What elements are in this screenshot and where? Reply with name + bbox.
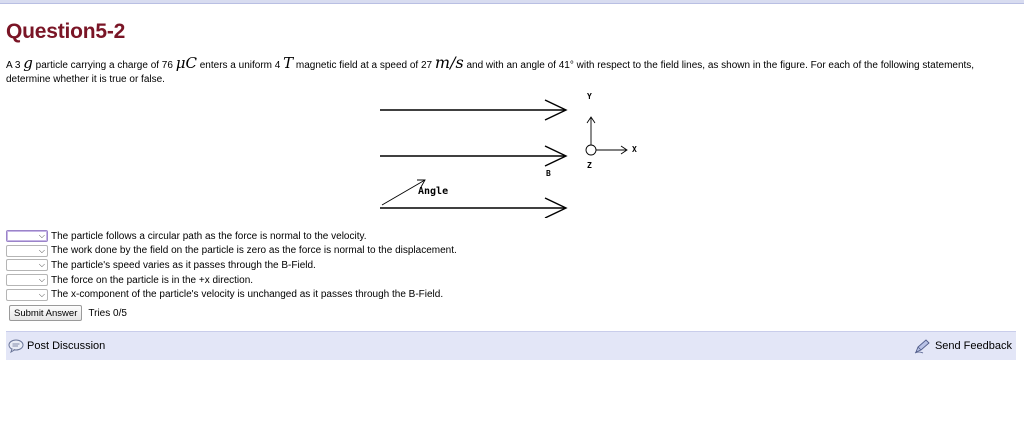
unit-field: T bbox=[283, 54, 294, 72]
axes-icon bbox=[586, 117, 627, 155]
true-false-select[interactable] bbox=[6, 259, 48, 271]
statement-text: The particle follows a circular path as the force is normal to the velocity. bbox=[51, 230, 367, 242]
field-diagram bbox=[370, 88, 670, 218]
statement-row bbox=[6, 287, 457, 302]
statement-text: The x-component of the particle's velocity is unchanged as it passes through the B-Field. bbox=[51, 289, 444, 301]
pen-icon bbox=[914, 338, 932, 354]
problem-figure bbox=[370, 88, 670, 218]
statement-text: The particle's speed varies as it passes through the B-Field. bbox=[51, 259, 316, 271]
statement-text: The force on the particle is in the +x direction. bbox=[51, 274, 254, 286]
post-discussion-link[interactable] bbox=[8, 339, 105, 353]
problem-text: A 3 g particle carrying a charge of 76 μC enters a uniform 4 T magnetic field at a speed of 27 m/s and with an angle of 41° with respect to the field lines, as shown in the figure. For each of the following statements, determine whether it is true or false. bbox=[6, 53, 975, 85]
submit-answer-button[interactable]: Submit Answer bbox=[9, 305, 82, 321]
chevron-down-icon: ⌵ bbox=[38, 245, 45, 255]
unit-charge: μC bbox=[175, 54, 197, 72]
unit-speed: m/s bbox=[434, 53, 464, 72]
label-b: B bbox=[546, 169, 551, 178]
post-discussion-label: Post Discussion bbox=[27, 340, 106, 352]
statement-row bbox=[6, 258, 457, 273]
true-false-select[interactable] bbox=[6, 245, 48, 257]
send-feedback-link[interactable] bbox=[914, 338, 1012, 354]
true-false-select[interactable] bbox=[6, 230, 48, 242]
send-feedback-label: Send Feedback bbox=[934, 340, 1012, 352]
statement-row bbox=[6, 229, 457, 244]
chevron-down-icon: ⌵ bbox=[38, 260, 45, 270]
chevron-down-icon: ⌵ bbox=[38, 289, 45, 299]
true-false-select[interactable] bbox=[6, 274, 48, 286]
label-angle: Angle bbox=[418, 186, 449, 197]
true-false-select[interactable] bbox=[6, 289, 48, 301]
axis-x-label: X bbox=[632, 145, 637, 154]
statement-row bbox=[6, 273, 457, 288]
tries-counter: Tries 0/5 bbox=[88, 307, 127, 319]
statement-list bbox=[6, 229, 457, 302]
statement-text: The work done by the field on the particle is zero as the force is normal to the displacement. bbox=[51, 245, 457, 257]
chevron-down-icon: ⌵ bbox=[38, 231, 45, 241]
top-rule bbox=[0, 0, 1024, 4]
page-title: Question5-2 bbox=[6, 20, 126, 43]
unit-mass: g bbox=[23, 54, 33, 72]
statement-row bbox=[6, 244, 457, 259]
chat-bubble-icon bbox=[8, 339, 24, 353]
discussion-bar bbox=[6, 331, 1016, 360]
chevron-down-icon: ⌵ bbox=[38, 275, 45, 285]
submit-row bbox=[9, 305, 127, 321]
axis-z-label: Z bbox=[587, 161, 592, 170]
axis-y-label: Y bbox=[587, 92, 592, 101]
